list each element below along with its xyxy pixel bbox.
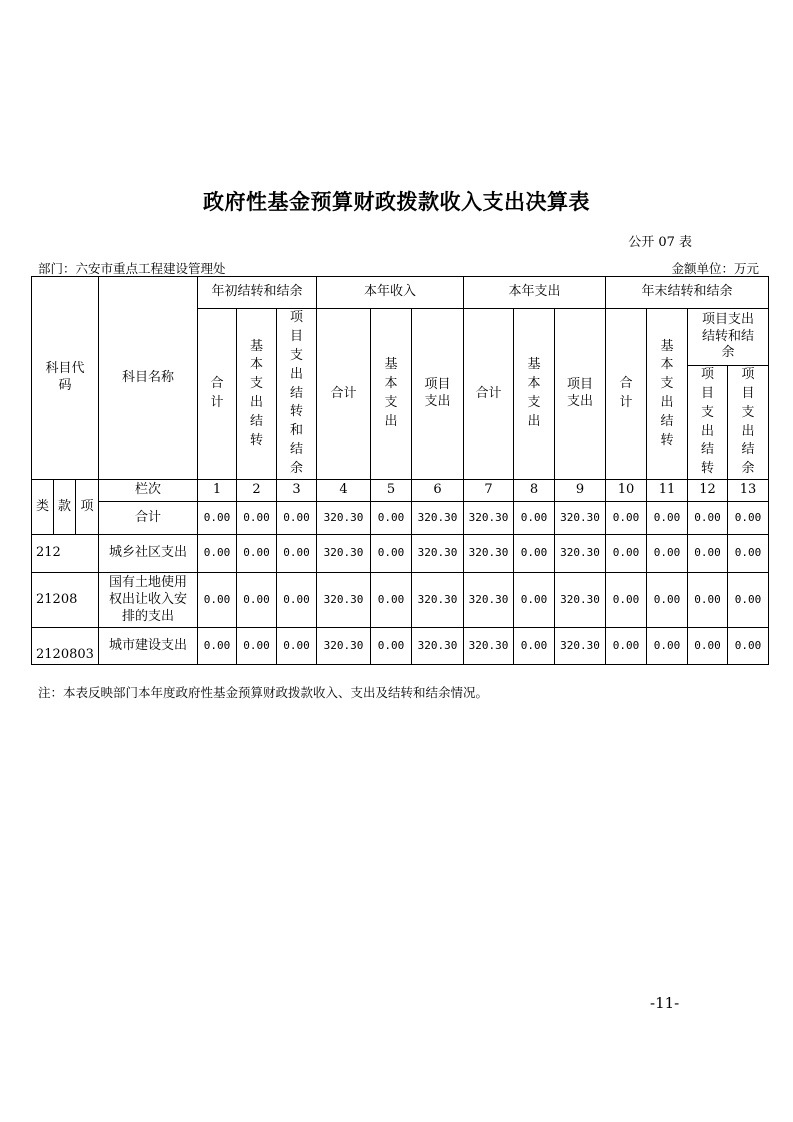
cell-value: 320.30: [412, 502, 464, 535]
header-g4-total: 合计: [606, 309, 647, 480]
table-note: 注：本表反映部门本年度政府性基金预算财政拨款收入、支出及结转和结余情况。: [38, 685, 489, 700]
cell-value: 0.00: [606, 573, 647, 628]
cell-value: 0.00: [688, 502, 728, 535]
cell-value: 0.00: [514, 628, 555, 665]
header-g4-project-carry: 项目支出结转: [688, 366, 728, 480]
col-number: 10: [606, 480, 647, 502]
table-row: [32, 535, 769, 573]
header-expenditure: 本年支出: [464, 277, 606, 309]
cell-value: 0.00: [371, 628, 412, 665]
col-number: 5: [371, 480, 412, 502]
row-code: 2120803: [32, 628, 99, 665]
header-g3-project: 项目支出: [555, 309, 606, 480]
cell-value: 0.00: [371, 502, 412, 535]
header-lanci: 栏次: [99, 480, 198, 502]
row-name: 合计: [99, 502, 198, 535]
cell-value: 0.00: [371, 535, 412, 573]
cell-value: 0.00: [606, 535, 647, 573]
header-opening-balance: 年初结转和结余: [198, 277, 317, 309]
header-code: 科目代码: [32, 277, 99, 480]
col-number: 9: [555, 480, 606, 502]
cell-value: 0.00: [514, 502, 555, 535]
cell-value: 320.30: [317, 535, 371, 573]
header-g4-project-balance: 项目支出结余: [728, 366, 769, 480]
cell-value: 0.00: [277, 628, 317, 665]
cell-value: 320.30: [464, 535, 514, 573]
table-row: [32, 502, 769, 535]
cell-value: 0.00: [277, 502, 317, 535]
header-g4-project: 项目支出结转和结余: [688, 309, 769, 366]
cell-value: 0.00: [728, 628, 769, 665]
cell-value: 0.00: [198, 502, 237, 535]
cell-value: 0.00: [688, 628, 728, 665]
header-g3-total: 合计: [464, 309, 514, 480]
cell-value: 320.30: [317, 502, 371, 535]
cell-value: 320.30: [464, 502, 514, 535]
cell-value: 320.30: [555, 573, 606, 628]
cell-value: 320.30: [317, 573, 371, 628]
cell-value: 320.30: [555, 628, 606, 665]
cell-value: 0.00: [647, 628, 688, 665]
col-number: 7: [464, 480, 514, 502]
header-lei: 类: [32, 480, 54, 535]
col-number: 4: [317, 480, 371, 502]
header-g4-basic: 基本支出结转: [647, 309, 688, 480]
header-closing-balance: 年末结转和结余: [606, 277, 769, 309]
cell-value: 320.30: [555, 502, 606, 535]
col-number: 8: [514, 480, 555, 502]
col-number: 2: [237, 480, 277, 502]
department-label: 部门：六安市重点工程建设管理处: [38, 261, 226, 276]
budget-table: [31, 276, 769, 665]
header-g2-total: 合计: [317, 309, 371, 480]
page-title: 政府性基金预算财政拨款收入支出决算表: [203, 189, 590, 214]
header-g3-basic: 基本支出: [514, 309, 555, 480]
cell-value: 0.00: [514, 535, 555, 573]
cell-value: 0.00: [237, 573, 277, 628]
cell-value: 0.00: [688, 535, 728, 573]
col-number: 1: [198, 480, 237, 502]
col-number: 3: [277, 480, 317, 502]
form-number: 公开 07 表: [628, 235, 692, 250]
header-g2-basic: 基本支出: [371, 309, 412, 480]
header-g1-total: 合计: [198, 309, 237, 480]
cell-value: 0.00: [198, 573, 237, 628]
header-g1-basic: 基本支出结转: [237, 309, 277, 480]
table-row: [32, 628, 769, 665]
cell-value: 0.00: [647, 535, 688, 573]
cell-value: 320.30: [412, 573, 464, 628]
cell-value: 0.00: [606, 628, 647, 665]
col-number: 12: [688, 480, 728, 502]
header-g1-project: 项目支出结转和结余: [277, 309, 317, 480]
cell-value: 0.00: [606, 502, 647, 535]
cell-value: 320.30: [317, 628, 371, 665]
cell-value: 0.00: [514, 573, 555, 628]
header-xiang: 项: [76, 480, 99, 535]
col-number: 13: [728, 480, 769, 502]
row-name: 城市建设支出: [99, 628, 198, 665]
cell-value: 0.00: [198, 535, 237, 573]
cell-value: 0.00: [237, 628, 277, 665]
row-code: 21208: [32, 573, 99, 628]
cell-value: 320.30: [555, 535, 606, 573]
cell-value: 0.00: [371, 573, 412, 628]
cell-value: 0.00: [647, 502, 688, 535]
col-number: 6: [412, 480, 464, 502]
cell-value: 0.00: [198, 628, 237, 665]
cell-value: 0.00: [728, 573, 769, 628]
cell-value: 0.00: [728, 502, 769, 535]
cell-value: 0.00: [277, 573, 317, 628]
cell-value: 0.00: [237, 502, 277, 535]
header-name: 科目名称: [99, 277, 198, 480]
header-income: 本年收入: [317, 277, 464, 309]
header-kuan: 款: [54, 480, 76, 535]
unit-label: 金额单位：万元: [671, 261, 759, 276]
cell-value: 320.30: [464, 628, 514, 665]
cell-value: 320.30: [412, 535, 464, 573]
cell-value: 320.30: [412, 628, 464, 665]
page-number: -11-: [650, 994, 680, 1012]
row-code: 212: [32, 535, 99, 573]
table-row: [32, 573, 769, 628]
cell-value: 0.00: [277, 535, 317, 573]
row-name: 城乡社区支出: [99, 535, 198, 573]
cell-value: 320.30: [464, 573, 514, 628]
cell-value: 0.00: [237, 535, 277, 573]
row-name: 国有土地使用权出让收入安排的支出: [99, 573, 198, 628]
cell-value: 0.00: [728, 535, 769, 573]
header-g2-project: 项目支出: [412, 309, 464, 480]
cell-value: 0.00: [688, 573, 728, 628]
col-number: 11: [647, 480, 688, 502]
cell-value: 0.00: [647, 573, 688, 628]
